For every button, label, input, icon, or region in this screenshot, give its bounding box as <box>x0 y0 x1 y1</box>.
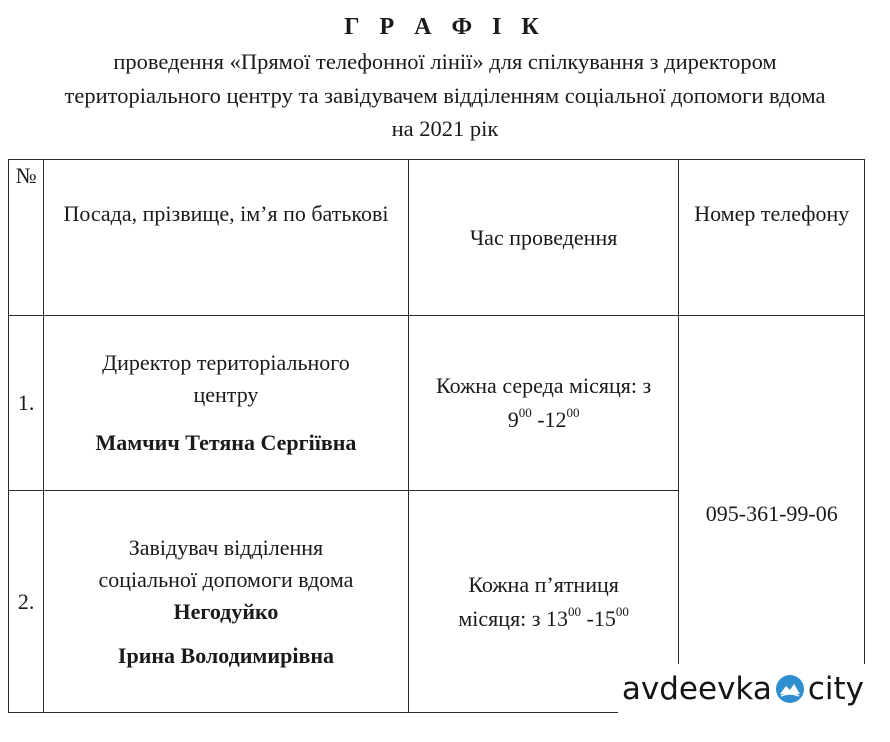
watermark-left-text: avdeevka <box>621 671 772 707</box>
time-end-hour: 12 <box>544 407 567 432</box>
mountain-circle-icon <box>775 674 805 704</box>
time-start-minutes: 00 <box>568 603 581 619</box>
row-full-name: Мамчич Тетяна Сергіївна <box>95 430 357 455</box>
time-end-hour: 15 <box>593 605 616 631</box>
schedule-table <box>8 159 865 713</box>
time-end-minutes: 00 <box>615 603 629 619</box>
watermark-right-text: city <box>807 671 864 707</box>
time-start-minutes: 00 <box>518 405 532 420</box>
header-time: Час проведення <box>408 160 679 316</box>
row-number: 1. <box>9 316 44 491</box>
document-subtitle-line1: проведення «Прямої телефонної лінії» для спілкування з директором <box>113 49 777 74</box>
row-number: 2. <box>9 491 44 713</box>
header-number: № <box>9 160 44 316</box>
row-person <box>44 316 409 491</box>
document-subtitle-line2: територіального центру та завідувачем відділенням соціальної допомоги вдома <box>64 83 826 108</box>
time-end-minutes: 00 <box>566 405 580 420</box>
row-time-range <box>415 403 673 437</box>
time-start-hour: 13 <box>546 605 568 631</box>
watermark-logo <box>618 664 868 714</box>
row-surname: Негодуйко <box>173 598 279 624</box>
time-start-hour: 9 <box>507 407 519 432</box>
document-subtitle-line3: на 2021 рік <box>391 116 499 141</box>
header-phone: Номер телефону <box>679 160 865 316</box>
row-person <box>44 491 409 713</box>
time-line2-prefix: місяця: з <box>458 605 546 631</box>
row-position: Завідувач відділення соціальної допомоги вдома <box>98 534 354 592</box>
row-position: Директор територіального центру <box>102 350 350 407</box>
header-name: Посада, прізвище, ім’я по батькові <box>44 160 409 316</box>
phone-number: 095-361-99-06 <box>679 316 865 713</box>
row-time-prefix: Кожна середа місяця: з <box>436 373 652 398</box>
row-time-prefix: Кожна п’ятниця <box>468 571 619 597</box>
table-header-row <box>9 160 865 316</box>
row-given-names: Ірина Володимирівна <box>117 642 335 668</box>
time-separator: - <box>581 605 594 631</box>
row-time-range <box>415 602 673 636</box>
row-time <box>408 316 679 491</box>
table-row <box>9 316 865 491</box>
time-separator: - <box>531 407 545 432</box>
document-title: Г Р А Ф І К <box>344 14 546 40</box>
